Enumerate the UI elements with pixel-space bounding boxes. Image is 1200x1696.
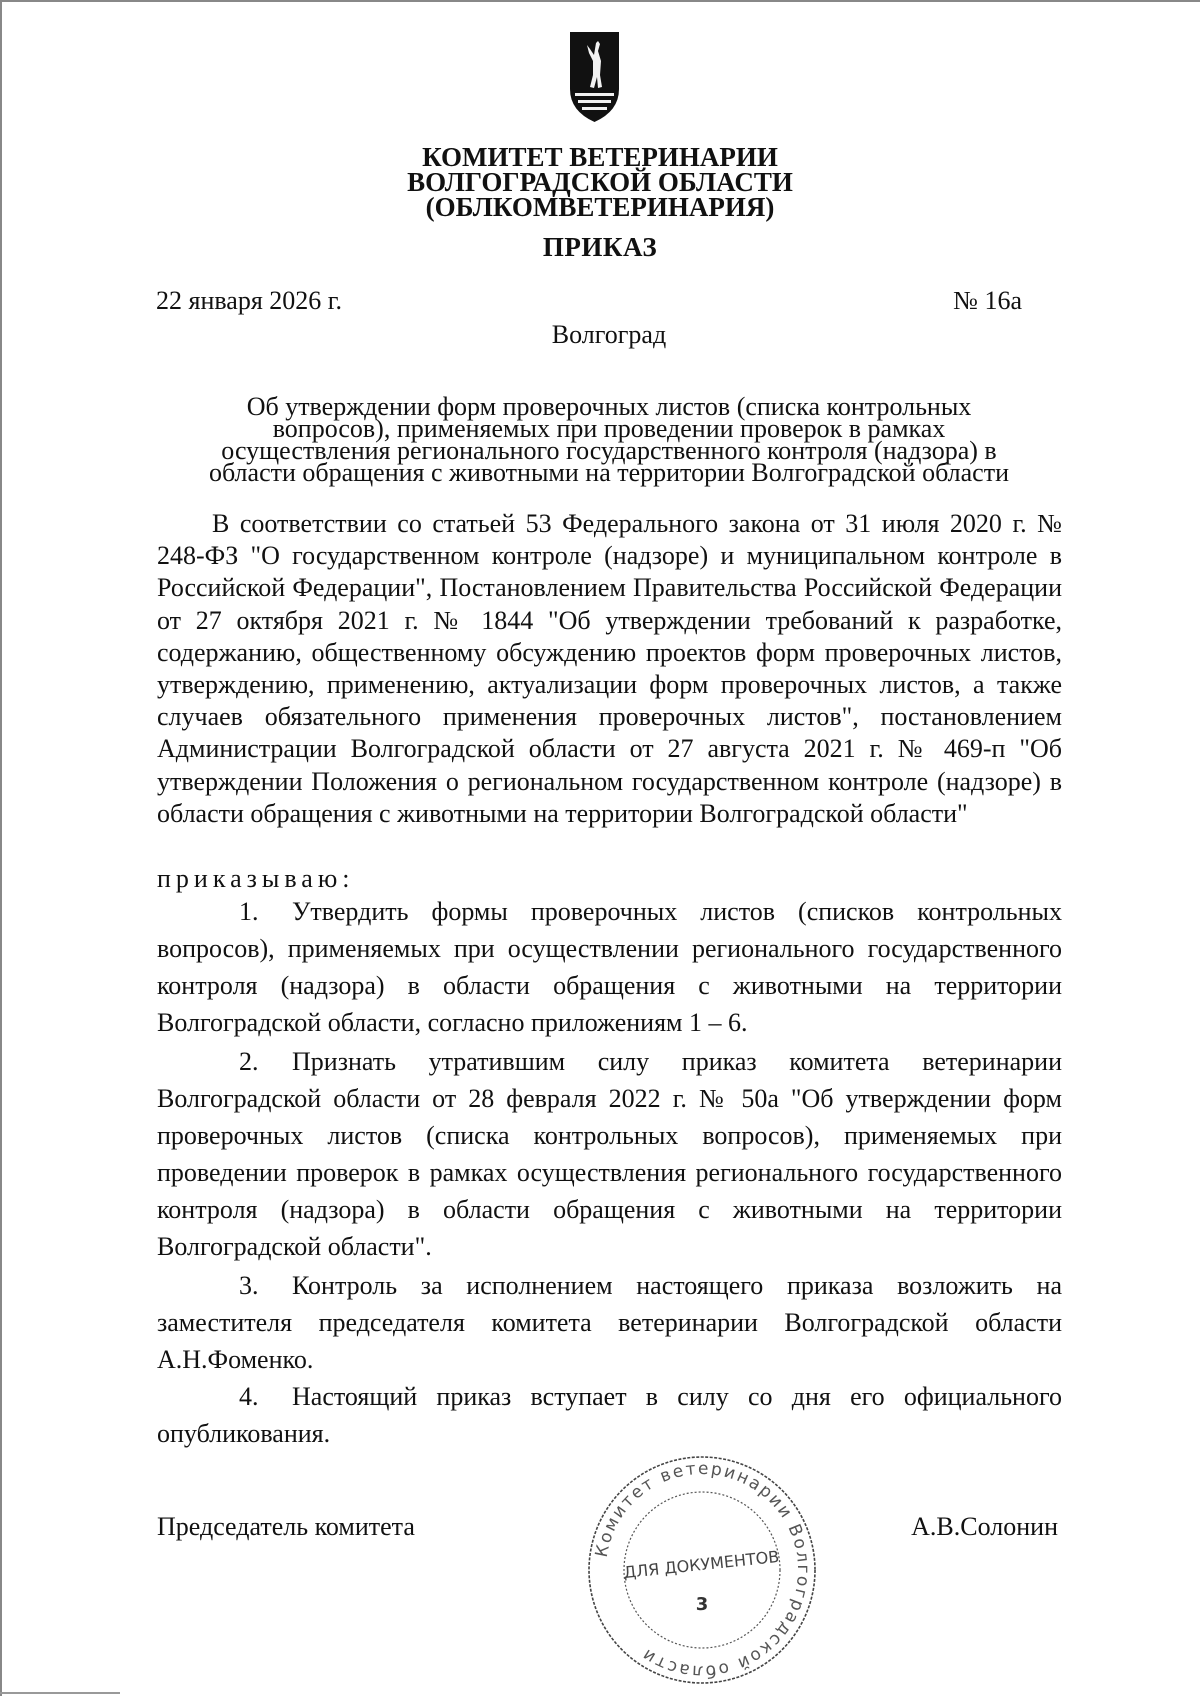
item-text: Признать утратившим силу приказ комитета ветеринарии Волгоградской области от 28 февраля 2022 г. № 50а "Об утверждении форм проверочных листов (списка контрольных вопросов), применяемых при проведении проверок в рамках осуществления регионального государственного контроля (надзора) в области обращения с животными на территории Волгоградской области". — [157, 1047, 1062, 1261]
item-text: Настоящий приказ вступает в силу со дня его официального опубликования. — [157, 1382, 1062, 1448]
item-number: 3. — [239, 1271, 259, 1300]
document-date: 22 января 2026 г. — [156, 286, 343, 315]
order-keyword: приказываю: — [157, 864, 355, 893]
item-number: 4. — [239, 1382, 259, 1411]
item-number: 2. — [239, 1047, 259, 1076]
subject-line-1: Об утверждении форм проверочных листов (списка контрольных — [246, 392, 972, 421]
document-subject — [150, 392, 1068, 487]
signatory-title: Председатель комитета — [157, 1512, 415, 1541]
order-item-3 — [157, 1267, 1062, 1378]
scan-top-border — [0, 0, 1200, 2]
scan-bottom-mark — [0, 1692, 120, 1694]
order-item-2 — [157, 1043, 1062, 1265]
org-line-2: ВОЛГОГРАДСКОЙ ОБЛАСТИ — [407, 167, 793, 197]
document-type: ПРИКАЗ — [542, 232, 658, 262]
document-city: Волгоград — [551, 320, 667, 349]
org-line-1: КОМИТЕТ ВЕТЕРИНАРИИ — [422, 142, 778, 172]
subject-line-2: вопросов), применяемых при проведении проверок в рамках — [272, 414, 946, 443]
signatory-name: А.В.Солонин — [911, 1512, 1058, 1541]
subject-line-3: осуществления регионального государственного контроля (надзора) в — [221, 436, 997, 465]
order-item-4 — [157, 1378, 1062, 1452]
org-line-3: (ОБЛКОМВЕТЕРИНАРИЯ) — [425, 192, 775, 222]
item-text: Контроль за исполнением настоящего приказа возложить на заместителя председателя комитета ветеринарии Волгоградской области А.Н.Фоменко. — [157, 1271, 1062, 1374]
stamp-center-text: ДЛЯ ДОКУМЕНТОВ — [622, 1546, 781, 1583]
preamble-paragraph: В соответствии со статьей 53 Федерального закона от 31 июля 2020 г. № 248-ФЗ "О государственном контроле (надзоре) и муниципальном контроле в Российской Федерации", Постановлением Правительства Российской Федерации от 27 октября 2021 г. № 1844 "Об утверждении требований к разработке, содержанию, общественному обсуждению проектов форм проверочных листов, утверждению, применению, актуализации форм проверочных листов, а также случаев обязательного применения проверочных листов", постановлением Администрации Волгоградской области от 27 августа 2021 г. № 469-п "Об утверждении Положения о региональном государственном контроле (надзоре) в области обращения с животными на территории Волгоградской области" — [157, 509, 1062, 828]
organization-name — [0, 142, 1200, 222]
item-text: Утвердить формы проверочных листов (списков контрольных вопросов), применяемых при осуществлении регионального государственного контроля (надзора) в области обращения с животными на территории Волгоградской области, согласно приложениям 1 – 6. — [157, 897, 1062, 1037]
stamp-outer-text: Комитет ветеринарии Волгоградской области — [591, 1458, 814, 1682]
item-number: 1. — [239, 897, 259, 926]
coat-of-arms-icon — [569, 31, 620, 123]
order-item-1 — [157, 893, 1062, 1041]
stamp-number: 3 — [695, 1594, 709, 1615]
document-number: № 16а — [953, 286, 1022, 315]
subject-line-4: области обращения с животными на территории Волгоградской области — [208, 458, 1010, 487]
official-stamp-icon — [584, 1452, 820, 1688]
